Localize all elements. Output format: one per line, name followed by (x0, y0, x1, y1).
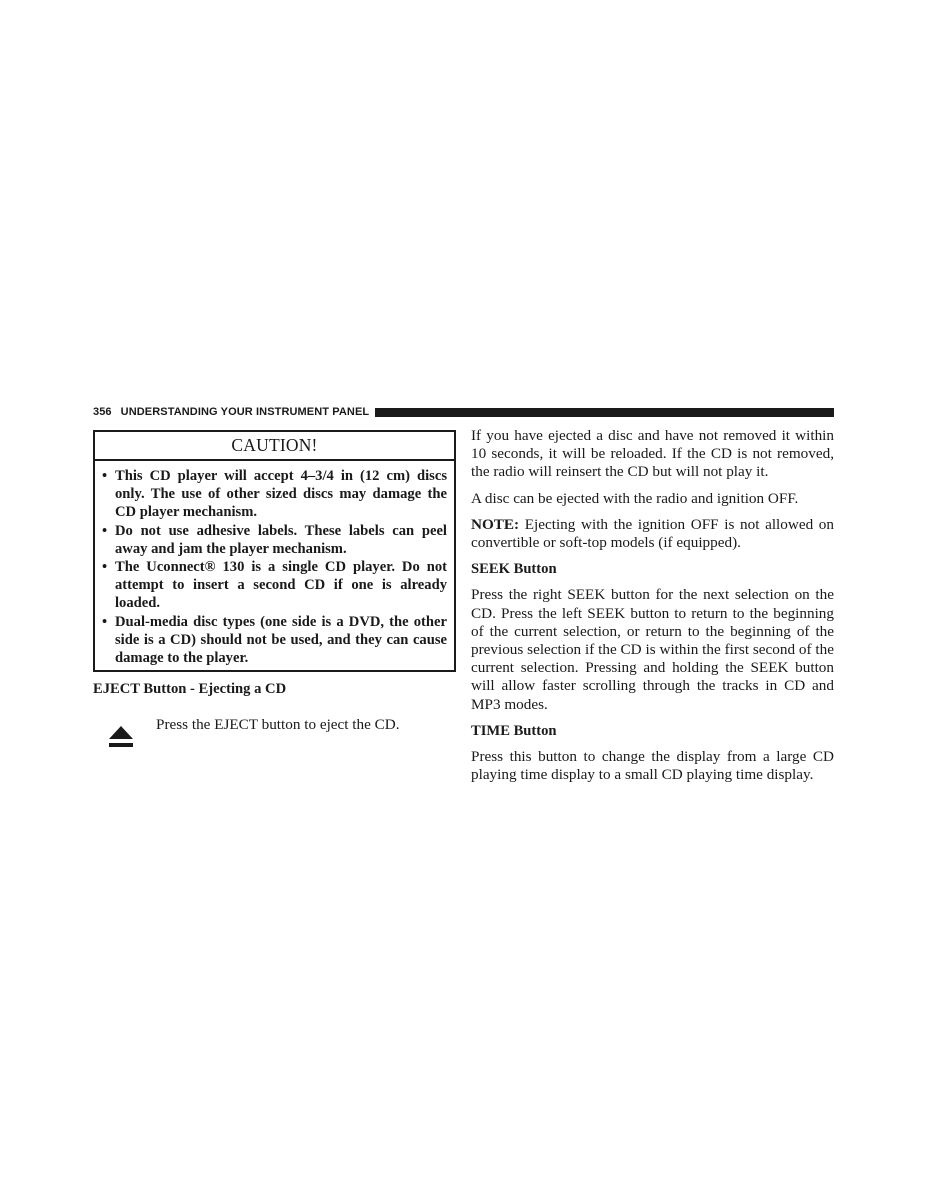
caution-item (102, 522, 447, 558)
eject-icon (107, 724, 135, 750)
eject-text: Press the EJECT button to eject the CD. (156, 716, 400, 734)
caution-item (102, 467, 447, 522)
caution-item-text: Do not use adhesive labels. These labels can peel away and jam the player mechanism. (115, 522, 447, 557)
ignition-paragraph: A disc can be ejected with the radio and ignition OFF. (471, 489, 799, 507)
time-heading: TIME Button (471, 722, 557, 739)
caution-item (102, 613, 447, 668)
section-title: UNDERSTANDING YOUR INSTRUMENT PANEL (120, 406, 370, 418)
eject-heading: EJECT Button - Ejecting a CD (93, 681, 287, 697)
caution-title: CAUTION! (95, 432, 454, 461)
caution-list (95, 461, 454, 667)
bullet: • (102, 468, 108, 484)
bullet: • (102, 613, 108, 630)
eject-instruction (93, 716, 456, 764)
caution-item-text: The Uconnect® 130 is a single CD player. Do not attempt to insert a second CD if one is already loaded. (115, 559, 447, 612)
note-paragraph (471, 516, 834, 552)
page-header (93, 405, 834, 419)
note-text: Ejecting with the ignition OFF is not allowed on convertible or soft-top models (if equipped). (471, 515, 834, 552)
reload-paragraph: If you have ejected a disc and have not removed it within 10 seconds, it will be reloaded. If the CD is not removed, the radio will reinsert the CD but will not play it. (471, 427, 834, 481)
caution-item-text: Dual-media disc types (one side is a DVD, the other side is a CD) should not be used, and they can cause damage to the player. (115, 613, 447, 667)
header-rule (375, 408, 834, 417)
seek-paragraph: Press the right SEEK button for the next selection on the CD. Press the left SEEK button to return to the beginning of the current selection, or return to the beginning of the previous selection if the CD is within the first second of the current selection. Pressing and holding the SEEK button will allow faster scrolling through the tracks in CD and MP3 modes. (471, 586, 834, 713)
page-number: 356 (93, 406, 112, 418)
time-paragraph: Press this button to change the display from a large CD playing time display to a small CD playing time display. (471, 748, 834, 784)
seek-heading: SEEK Button (471, 561, 557, 578)
bullet: • (102, 559, 108, 576)
left-column (93, 430, 456, 764)
right-column (471, 427, 834, 792)
note-label: NOTE: (471, 515, 520, 533)
caution-item (102, 558, 447, 613)
caution-item-text: This CD player will accept 4–3/4 in (12 cm) discs only. The use of other sized discs may damage the CD player mechanism. (115, 468, 447, 521)
bullet: • (102, 522, 108, 539)
caution-box (93, 430, 456, 672)
